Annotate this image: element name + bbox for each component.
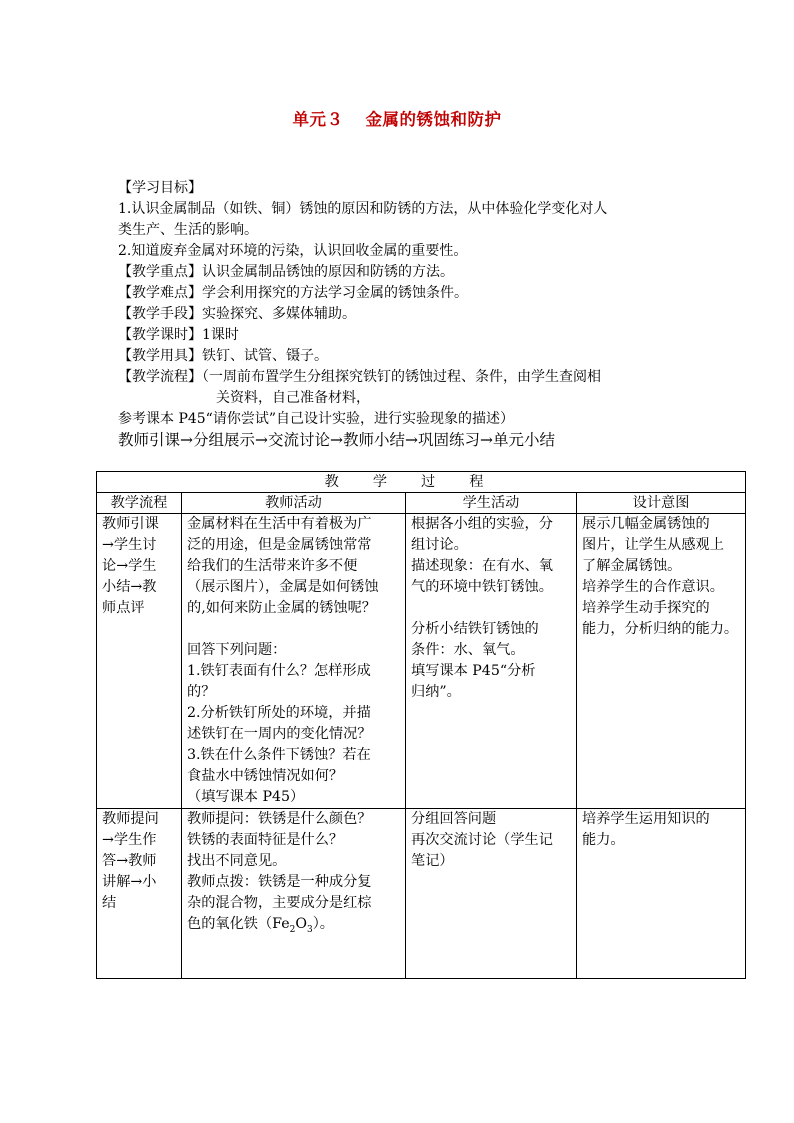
table-caption: 教学过程 xyxy=(97,472,746,493)
objective-1-line-b: 类生产、生活的影响。 xyxy=(118,222,258,238)
row1-flow: 教师引课 →学生讨 论→学生 小结→教 师点评 xyxy=(97,514,182,809)
teaching-process-table xyxy=(96,471,746,979)
row2-student: 分组回答问题 再次交流讨论（学生记 笔记） xyxy=(406,809,577,979)
textbook-reference: 参考课本 P45“请你尝试”自己设计实验，进行实验现象的描述） xyxy=(118,411,514,427)
header-flow: 教学流程 xyxy=(97,493,182,514)
lesson-sequence: 教师引课→分组展示→交流讨论→教师小结→巩固练习→单元小结 xyxy=(118,431,555,449)
objective-1-line-a: 1.认识金属制品（如铁、铜）锈蚀的原因和防锈的方法，从中体验化学变化对人 xyxy=(118,201,608,217)
row2-intent: 培养学生运用知识的 能力。 xyxy=(577,809,746,979)
page-title xyxy=(0,106,794,130)
teaching-means: 【教学手段】实验探究、多媒体辅助。 xyxy=(118,306,356,322)
teaching-flow: 【教学流程】（一周前布置学生分组探究铁钉的锈蚀过程、条件，由学生查阅相 xyxy=(118,369,601,385)
unit-number: 单元３ xyxy=(292,110,344,129)
teaching-flow-continued: 关资料，自己准备材料， xyxy=(216,390,370,406)
key-point: 【教学重点】认识金属制品锈蚀的原因和防锈的方法。 xyxy=(118,264,454,280)
row2-teacher: 教师提问：铁锈是什么颜色？ 铁锈的表面特征是什么？ 找出不同意见。 教师点拨：铁锈是一种成分复 杂的混合物，主要成分是红棕 色的氧化铁$(Fe_2O_3)$。 xyxy=(182,809,406,979)
header-intent: 设计意图 xyxy=(577,493,746,514)
objective-2: 2.知道废弃金属对环境的污染，认识回收金属的重要性。 xyxy=(118,243,468,259)
row1-intent: 展示几幅金属锈蚀的 图片，让学生从感观上 了解金属锈蚀。 培养学生的合作意识。 培养学生动手探究的 能力，分析归纳的能力。 xyxy=(577,514,746,809)
header-teacher: 教师活动 xyxy=(182,493,406,514)
unit-topic: 金属的锈蚀和防护 xyxy=(365,110,502,129)
class-hours: 【教学课时】1课时 xyxy=(118,327,239,343)
row1-student: 根据各小组的实验，分 组讨论。 描述现象：在有水、氧 气的环境中铁钉锈蚀。 分析小结铁钉锈蚀的 条件：水、氧气。 填写课本 P45“分析 归纳”。 xyxy=(406,514,577,809)
teaching-tools: 【教学用具】铁钉、试管、镊子。 xyxy=(118,348,328,364)
difficult-point: 【教学难点】学会利用探究的方法学习金属的锈蚀条件。 xyxy=(118,285,468,301)
iron-oxide-line: 色的氧化铁$(Fe_2O_3)$。 xyxy=(187,916,334,935)
row2-flow: 教师提问 →学生作 答→教师 讲解→小 结 xyxy=(97,809,182,979)
header-student: 学生活动 xyxy=(406,493,577,514)
row1-teacher: 金属材料在生活中有着极为广 泛的用途，但是金属锈蚀常常 给我们的生活带来许多不便 （展示图片），金属是如何锈蚀 的,如何来防止金属的锈蚀呢？ 回答下列问题： 1.铁钉表面有什么？怎样形成 的？ 2.分析铁钉所处的环境，并描 述铁钉在一周内的变化情况？ 3.铁在什么条件下锈蚀？若在 食盐水中锈蚀情况如何？ （填写课本 P45） xyxy=(182,514,406,809)
objectives-label: 【学习目标】 xyxy=(118,180,202,196)
